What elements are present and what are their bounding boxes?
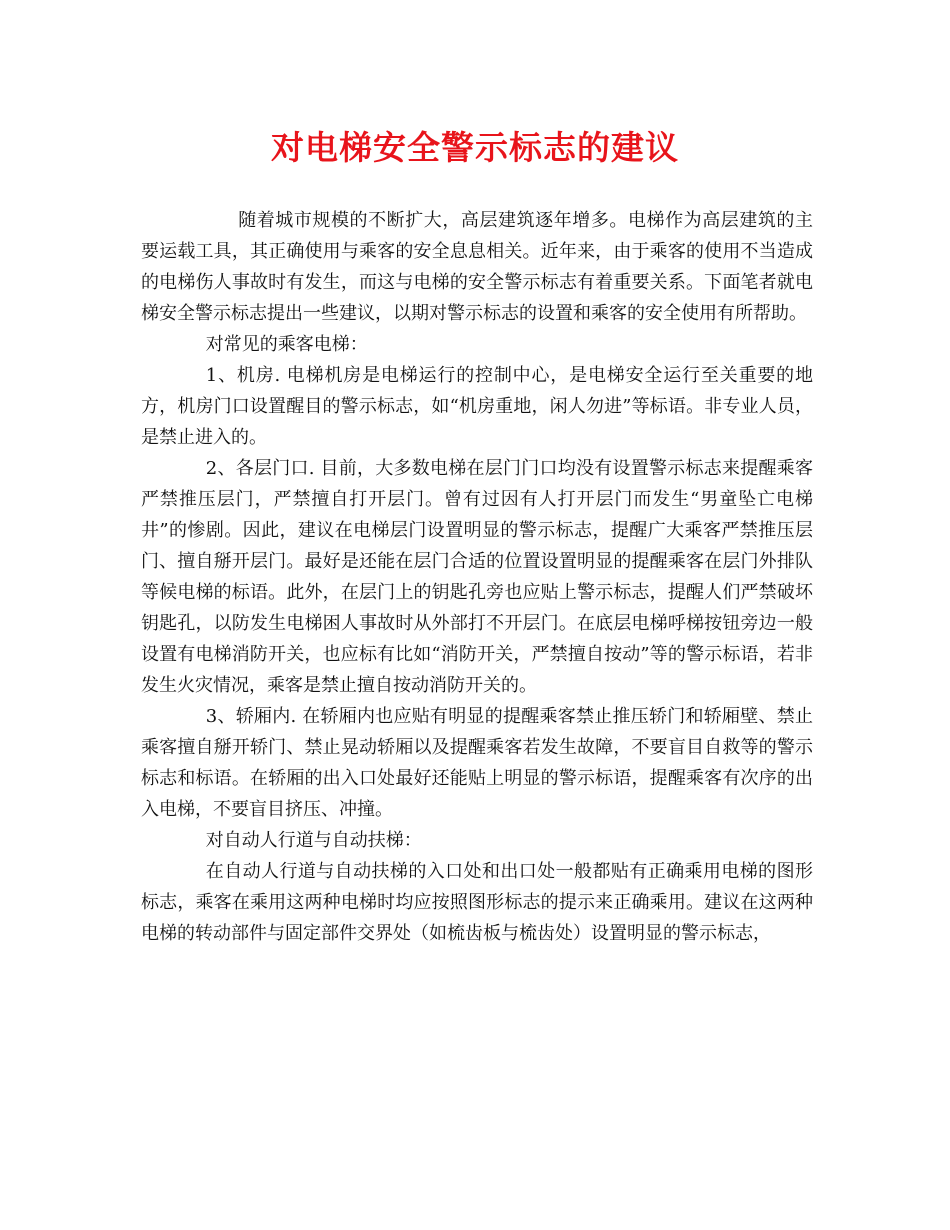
machine-room-paragraph: 1、机房. 电梯机房是电梯运行的控制中心，是电梯安全运行至关重要的地方，机房门口设置醒目的警示标志，如“机房重地，闲人勿进”等标语。非专业人员，是禁止进入的。 [141, 365, 813, 448]
document-title: 对电梯安全警示标志的建议 [271, 128, 679, 167]
escalator-paragraph: 在自动人行道与自动扶梯的入口处和出口处一般都贴有正确乘用电梯的图形标志，乘客在乘用这两种电梯时均应按照图形标志的提示来正确乘用。建议在这两种电梯的转动部件与固定部件交界处（如梳齿板与梳齿处）设置明显的警示标志， [141, 861, 813, 944]
landing-door-paragraph: 2、各层门口. 目前，大多数电梯在层门门口均没有设置警示标志来提醒乘客严禁推压层门，严禁擅自打开层门。曾有过因有人打开层门而发生“男童坠亡电梯井”的惨剧。因此，建议在电梯层门设置明显的警示标志，提醒广大乘客严禁推压层门、擅自掰开层门。最好是还能在层门合适的位置设置明显的提醒乘客在层门外排队等候电梯的标语。此外，在层门上的钥匙孔旁也应贴上警示标志，提醒人们严禁破坏钥匙孔，以防发生电梯困人事故时从外部打不开层门。在底层电梯呼梯按钮旁边一般设置有电梯消防开关，也应标有比如“消防开关，严禁擅自按动”等的警示标语，若非发生火灾情况，乘客是禁止擅自按动消防开关的。 [141, 458, 813, 696]
escalator-heading: 对自动人行道与自动扶梯： [205, 830, 422, 851]
passenger-elevator-heading: 对常见的乘客电梯： [205, 334, 368, 355]
intro-paragraph: 随着城市规模的不断扩大，高层建筑逐年增多。电梯作为高层建筑的主要运载工具，其正确使用与乘客的安全息息相关。近年来，由于乘客的使用不当造成的电梯伤人事故时有发生，而这与电梯的安全警示标志有着重要关系。下面笔者就电梯安全警示标志提出一些建议，以期对警示标志的设置和乘客的安全使用有所帮助。 [141, 210, 813, 324]
car-interior-paragraph: 3、轿厢内. 在轿厢内也应贴有明显的提醒乘客禁止推压轿门和轿厢壁、禁止乘客擅自掰开轿门、禁止晃动轿厢以及提醒乘客若发生故障，不要盲目自救等的警示标志和标语。在轿厢的出入口处最好还能贴上明显的警示标语，提醒乘客有次序的出入电梯，不要盲目挤压、冲撞。 [141, 706, 813, 820]
document-body [141, 205, 813, 949]
